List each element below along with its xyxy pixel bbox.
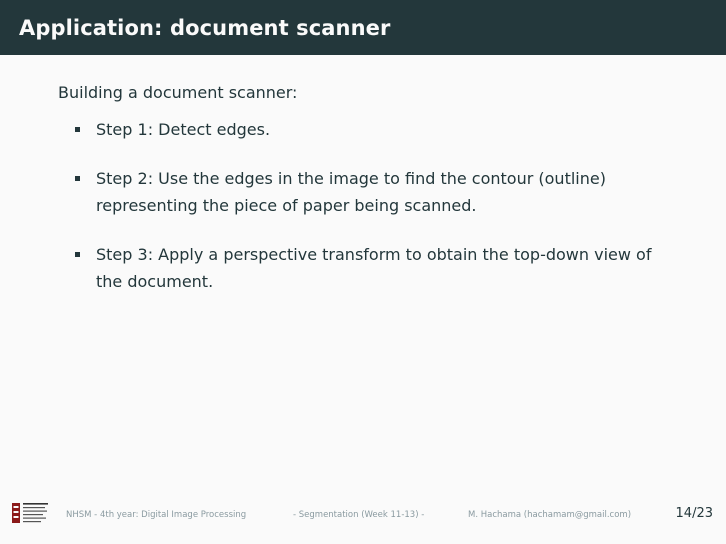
slide-title: Application: document scanner [19,15,391,40]
step-text: Step 1: Detect edges. [96,120,271,139]
square-bullet-icon [75,176,80,181]
list-item [58,116,678,143]
square-bullet-icon [75,252,80,257]
footer-author: M. Hachama (hachamam@gmail.com) [468,510,632,520]
page-number: 14/23 [675,506,713,521]
step-text: Step 3: Apply a perspective transform to obtain the top-down view of the document. [96,245,652,291]
steps-list [58,116,678,295]
square-bullet-icon [75,127,80,132]
footer-course: NHSM - 4th year: Digital Image Processing [66,510,247,520]
list-item [58,165,678,219]
step-text: Step 2: Use the edges in the image to find the contour (outline) representing the piece of paper being scanned. [96,169,606,215]
university-logo-icon [12,501,50,525]
footer-topic: - Segmentation (Week 11-13) - [293,510,425,520]
slide-content [58,82,678,317]
slide-title-bar [0,0,726,55]
slide-footer [0,496,726,536]
intro-text: Building a document scanner: [58,83,298,102]
list-item [58,241,678,295]
